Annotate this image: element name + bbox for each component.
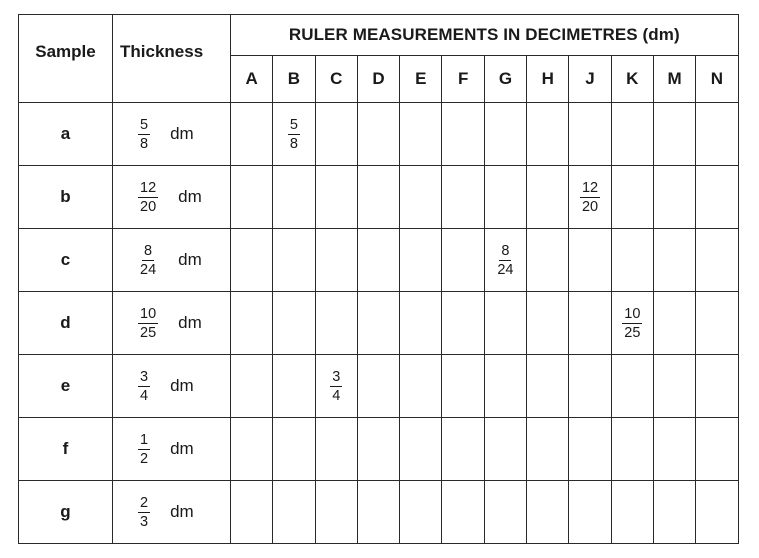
column-header-c: C (315, 56, 357, 103)
fraction-numerator: 1 (140, 431, 149, 448)
measurement-cell-e (400, 481, 442, 544)
measurement-cell-e (400, 355, 442, 418)
measurement-cell-n (696, 481, 738, 544)
measurement-cell-h (527, 292, 569, 355)
table-row (19, 166, 739, 229)
sample-header: Sample (19, 15, 113, 103)
fraction-denominator: 25 (140, 324, 157, 341)
column-header-f: F (442, 56, 484, 103)
measurement-cell-b (273, 418, 315, 481)
table-row (19, 355, 739, 418)
measurement-title: RULER MEASUREMENTS IN DECIMETRES (dm) (231, 15, 739, 56)
unit-label: dm (178, 313, 202, 332)
fraction (622, 306, 642, 341)
fraction (138, 306, 158, 341)
fraction-numerator: 3 (332, 369, 341, 385)
measurement-cell-b (273, 355, 315, 418)
measurement-cell-m (653, 481, 695, 544)
fraction (138, 495, 150, 530)
column-header-g: G (484, 56, 526, 103)
measurement-cell-f (442, 292, 484, 355)
measurement-cell-f (442, 355, 484, 418)
measurement-cell-k (611, 418, 653, 481)
measurement-cell-h (527, 418, 569, 481)
measurement-cell-a (231, 229, 273, 292)
measurement-cell-e (400, 103, 442, 166)
measurement-cell-d (357, 292, 399, 355)
unit-label: dm (178, 187, 202, 206)
measurement-cell-g (484, 166, 526, 229)
measurement-cell-j (569, 355, 611, 418)
measurement-cell-h (527, 355, 569, 418)
column-header-b: B (273, 56, 315, 103)
measurement-cell-k (611, 481, 653, 544)
table-row (19, 292, 739, 355)
measurement-cell-c (315, 481, 357, 544)
measurement-cell-h (527, 481, 569, 544)
fraction-denominator: 2 (140, 450, 149, 467)
measurement-cell-e (400, 229, 442, 292)
measurement-cell-k (611, 292, 653, 355)
measurement-cell-k (611, 229, 653, 292)
fraction-numerator: 3 (140, 368, 149, 385)
measurement-cell-g (484, 103, 526, 166)
column-header-d: D (357, 56, 399, 103)
measurement-cell-f (442, 481, 484, 544)
measurement-cell-g (484, 229, 526, 292)
measurement-cell-k (611, 166, 653, 229)
measurement-cell-a (231, 355, 273, 418)
measurement-cell-h (527, 166, 569, 229)
measurement-cell-b (273, 103, 315, 166)
measurement-cell-c (315, 103, 357, 166)
thickness-cell (113, 481, 231, 544)
measurement-cell-f (442, 103, 484, 166)
thickness-cell (113, 103, 231, 166)
measurement-cell-k (611, 103, 653, 166)
ruler-measurement-table (18, 14, 739, 544)
table-row (19, 418, 739, 481)
measurement-cell-j (569, 103, 611, 166)
measurement-cell-c (315, 229, 357, 292)
sample-label: a (19, 103, 113, 166)
measurement-cell-a (231, 292, 273, 355)
measurement-cell-j (569, 481, 611, 544)
unit-label: dm (178, 250, 202, 269)
fraction (138, 243, 158, 278)
measurement-cell-d (357, 166, 399, 229)
measurement-cell-c (315, 166, 357, 229)
measurement-cell-c (315, 292, 357, 355)
measurement-cell-e (400, 292, 442, 355)
fraction (138, 180, 158, 215)
measurement-cell-j (569, 292, 611, 355)
fraction-numerator: 10 (624, 306, 641, 322)
measurement-cell-g (484, 292, 526, 355)
measurement-cell-a (231, 103, 273, 166)
measurement-cell-k (611, 355, 653, 418)
measurement-cell-g (484, 418, 526, 481)
thickness-cell (113, 229, 231, 292)
fraction (288, 117, 300, 152)
fraction-numerator: 12 (581, 180, 599, 196)
column-header-j: J (569, 56, 611, 103)
fraction (138, 117, 150, 152)
thickness-cell (113, 292, 231, 355)
thickness-cell (113, 355, 231, 418)
fraction-denominator: 3 (140, 513, 149, 530)
thickness-cell (113, 418, 231, 481)
unit-label: dm (170, 439, 194, 458)
measurement-cell-a (231, 418, 273, 481)
measurement-cell-m (653, 166, 695, 229)
measurement-cell-c (315, 418, 357, 481)
measurement-cell-m (653, 229, 695, 292)
measurement-cell-b (273, 229, 315, 292)
fraction-denominator: 4 (140, 387, 149, 404)
measurement-cell-d (357, 355, 399, 418)
column-header-n: N (696, 56, 738, 103)
column-header-k: K (611, 56, 653, 103)
measurement-cell-n (696, 103, 738, 166)
sample-label: c (19, 229, 113, 292)
measurement-cell-m (653, 103, 695, 166)
sample-label: g (19, 481, 113, 544)
fraction (580, 180, 600, 215)
fraction-numerator: 8 (501, 243, 510, 259)
measurement-cell-b (273, 481, 315, 544)
sample-label: b (19, 166, 113, 229)
fraction-numerator: 5 (289, 117, 298, 133)
measurement-cell-n (696, 229, 738, 292)
measurement-cell-g (484, 481, 526, 544)
column-header-a: A (231, 56, 273, 103)
column-header-h: H (527, 56, 569, 103)
measurement-cell-j (569, 166, 611, 229)
measurement-cell-m (653, 355, 695, 418)
table-row (19, 481, 739, 544)
fraction-numerator: 5 (140, 116, 149, 133)
fraction-denominator: 25 (624, 325, 641, 341)
measurement-cell-a (231, 481, 273, 544)
fraction (330, 369, 342, 404)
fraction-denominator: 4 (332, 388, 341, 404)
fraction-denominator: 20 (581, 199, 599, 215)
measurement-cell-d (357, 418, 399, 481)
fraction-numerator: 10 (140, 305, 157, 322)
fraction (138, 369, 150, 404)
measurement-cell-e (400, 166, 442, 229)
measurement-cell-h (527, 103, 569, 166)
measurement-cell-c (315, 355, 357, 418)
measurement-cell-n (696, 166, 738, 229)
table-body (19, 103, 739, 544)
measurement-cell-f (442, 229, 484, 292)
sample-label: d (19, 292, 113, 355)
unit-label: dm (170, 124, 194, 143)
measurement-cell-f (442, 418, 484, 481)
fraction-numerator: 2 (140, 494, 149, 511)
column-header-e: E (400, 56, 442, 103)
unit-label: dm (170, 376, 194, 395)
fraction (495, 243, 515, 278)
fraction-denominator: 24 (497, 262, 514, 278)
measurement-cell-m (653, 292, 695, 355)
column-header-m: M (653, 56, 695, 103)
fraction (138, 432, 150, 467)
sample-label: e (19, 355, 113, 418)
unit-label: dm (170, 502, 194, 521)
fraction-denominator: 24 (140, 261, 157, 278)
measurement-cell-b (273, 166, 315, 229)
measurement-cell-h (527, 229, 569, 292)
table-row (19, 103, 739, 166)
measurement-cell-n (696, 355, 738, 418)
thickness-header: Thickness (113, 15, 231, 103)
measurement-cell-b (273, 292, 315, 355)
measurement-cell-j (569, 418, 611, 481)
measurement-cell-n (696, 418, 738, 481)
fraction-denominator: 20 (140, 198, 157, 215)
fraction-denominator: 8 (140, 135, 149, 152)
measurement-cell-m (653, 418, 695, 481)
measurement-cell-a (231, 166, 273, 229)
measurement-cell-e (400, 418, 442, 481)
measurement-cell-d (357, 229, 399, 292)
fraction-numerator: 8 (144, 242, 153, 259)
measurement-cell-j (569, 229, 611, 292)
measurement-cell-d (357, 103, 399, 166)
measurement-cell-d (357, 481, 399, 544)
thickness-cell (113, 166, 231, 229)
measurement-cell-g (484, 355, 526, 418)
fraction-denominator: 8 (289, 136, 298, 152)
measurement-cell-f (442, 166, 484, 229)
measurement-cell-n (696, 292, 738, 355)
fraction-numerator: 12 (140, 179, 157, 196)
table-row (19, 229, 739, 292)
sample-label: f (19, 418, 113, 481)
